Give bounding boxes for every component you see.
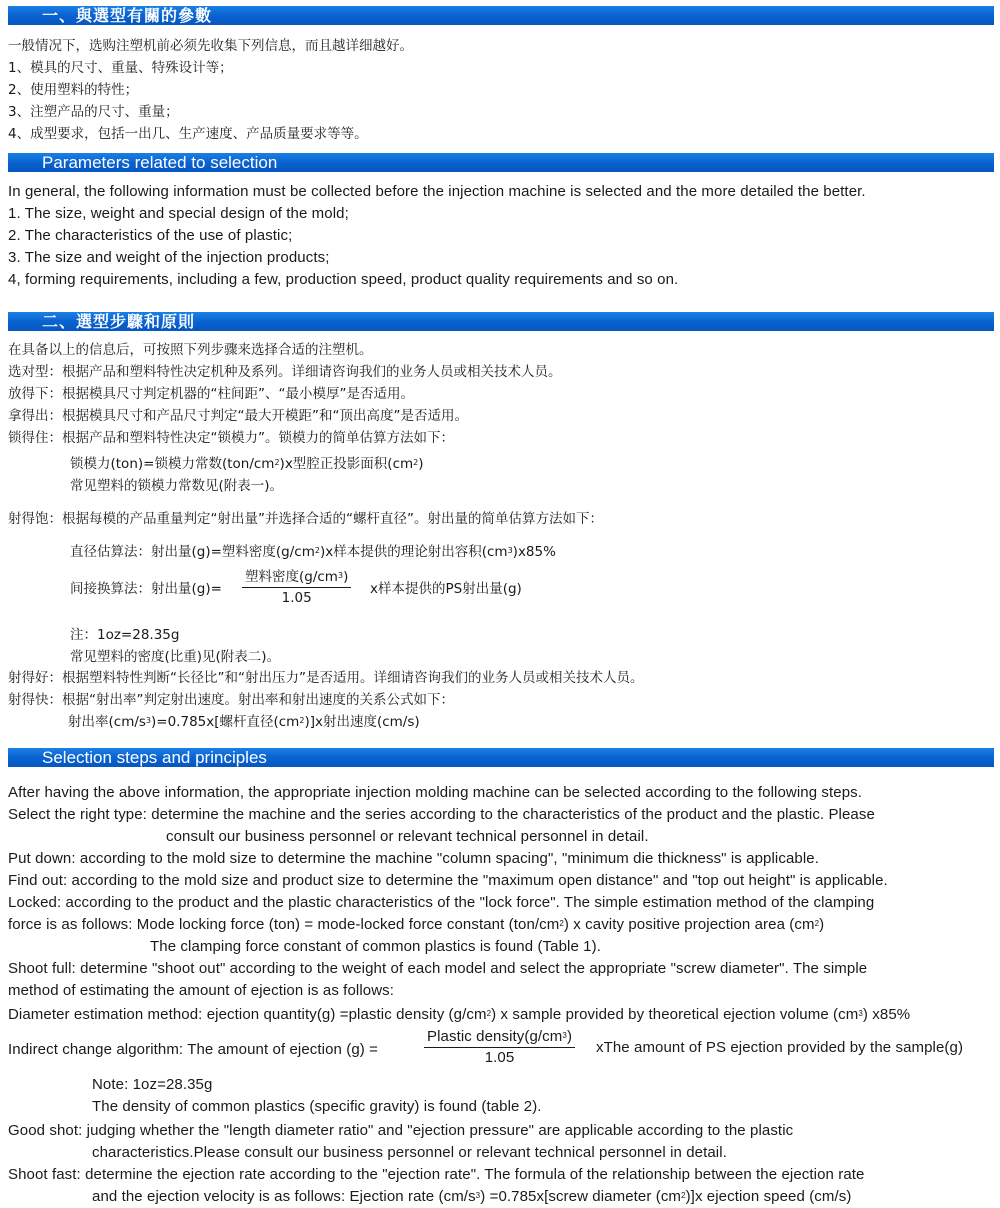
s1-zh-item-3: 3、注塑产品的尺寸、重量； [8, 104, 179, 120]
s2-zh-density-ref: 常见塑料的密度(比重)见(附表二)。 [70, 649, 281, 665]
s2-zh-intro: 在具备以上的信息后，可按照下列步骤来选择合适的注塑机。 [8, 342, 373, 358]
s2-en-find: Find out: according to the mold size and product size to determine the "maximum open distance" and "top out height" is applicable. [8, 872, 888, 889]
s2-zh-step-good-shot: 射得好：根据塑料特性判断“长径比”和“射出压力”是否适用。详细请咨询我们的业务人员或相关技术人员。 [8, 670, 644, 686]
fraction-numerator: 塑料密度$(g/cm^3)$ [242, 568, 351, 588]
s2-zh-step-find: 拿得出：根据模具尺寸和产品尺寸判定“最大开模距”和“顶出高度”是否适用。 [8, 408, 468, 424]
s2-en-indirect-fraction [424, 1028, 575, 1067]
s2-zh-clamp-ref: 常见塑料的锁模力常数见(附表一)。 [70, 478, 284, 494]
s2-zh-rate-formula: 射出率$(cm/s^3)=0.785x$[螺杆直径$(cm^2)]x$射出速度(cm/s) [68, 714, 420, 730]
s2-en-locked-1: Locked: according to the product and the plastic characteristics of the "lock force". The simple estimation method of the clamping [8, 894, 875, 911]
s1-zh-item-1: 1、模具的尺寸、重量、特殊设计等； [8, 60, 233, 76]
s1-en-item-1: 1. The size, weight and special design of the mold; [8, 205, 349, 222]
s2-en-fast-2: and the ejection velocity is as follows: Ejection rate $(cm/s^3)$ =0.785x[screw diameter $(cm^2)]x$ ejection speed (cm/s) [92, 1188, 852, 1205]
s2-en-locked-2: force is as follows: Mode locking force (ton) = mode-locked force constant $(ton/cm^2)$ x cavity positive projection area $(cm^2)$ [8, 916, 825, 933]
s2-zh-step-shot-full: 射得饱：根据每模的产品重量判定“射出量”并选择合适的“螺杆直径”。射出量的简单估算方法如下： [8, 511, 603, 527]
s2-en-good-1: Good shot: judging whether the "length diameter ratio" and "ejection pressure" are applicable according to the plastic [8, 1122, 794, 1139]
s2-en-indirect-label: Indirect change algorithm: The amount of ejection (g) = [8, 1041, 379, 1058]
s2-zh-step-lock: 锁得住：根据产品和塑料特性决定“锁模力”。锁模力的简单估算方法如下： [8, 430, 454, 446]
s2-en-indirect-tail: xThe amount of PS ejection provided by the sample(g) [596, 1039, 964, 1056]
s1-en-item-2: 2. The characteristics of the use of plastic; [8, 227, 293, 244]
section-1-zh-header: 一、與選型有關的參數 [8, 6, 994, 25]
s2-en-put: Put down: according to the mold size to determine the machine "column spacing", "minimum die thickness" is applicable. [8, 850, 819, 867]
s1-zh-item-4: 4、成型要求，包括一出几、生产速度、产品质量要求等等。 [8, 126, 368, 142]
s2-en-good-2: characteristics.Please consult our business personnel or relevant technical personnel in detail. [92, 1144, 727, 1161]
s2-en-type-2: consult our business personnel or relevant technical personnel in detail. [166, 828, 649, 845]
s2-zh-step-put: 放得下：根据模具尺寸判定机器的“柱间距”、“最小模厚”是否适用。 [8, 386, 414, 402]
s2-en-intro: After having the above information, the appropriate injection molding machine can be selected according to the following steps. [8, 784, 863, 801]
s2-en-type-1: Select the right type: determine the machine and the series according to the characteristics of the product and the plastic. Please [8, 806, 875, 823]
s2-zh-indirect-fraction [242, 568, 351, 607]
s1-zh-intro: 一般情况下，选购注塑机前必须先收集下列信息，而且越详细越好。 [8, 38, 413, 54]
section-1-en-header: Parameters related to selection [8, 153, 994, 172]
s1-en-item-3: 3. The size and weight of the injection products; [8, 249, 330, 266]
s1-en-item-4: 4, forming requirements, including a few, production speed, product quality requirements and so on. [8, 271, 679, 288]
s2-zh-clamp-formula: 锁模力(ton)=锁模力常数$(ton/cm^2)x$型腔正投影面积$(cm^2)$ [70, 456, 424, 472]
s2-en-density: The density of common plastics (specific gravity) is found (table 2). [92, 1098, 542, 1115]
s2-en-fast-1: Shoot fast: determine the ejection rate according to the "ejection rate". The formula of the relationship between the ejection rate [8, 1166, 865, 1183]
s1-en-intro: In general, the following information must be collected before the injection machine is selected and the more detailed the better. [8, 183, 866, 200]
s2-zh-indirect-tail: x样本提供的PS射出量(g) [370, 581, 522, 597]
section-2-en-header: Selection steps and principles [8, 748, 994, 767]
section-2-zh-header: 二、選型步驟和原則 [8, 312, 994, 331]
fraction-numerator: Plastic $density(g/cm^3)$ [424, 1028, 575, 1048]
s2-en-shoot-1: Shoot full: determine "shoot out" according to the weight of each model and select the appropriate "screw diameter". The simple [8, 960, 868, 977]
s2-zh-note: 注：1oz=28.35g [70, 627, 180, 643]
s2-en-shoot-2: method of estimating the amount of ejection is as follows: [8, 982, 394, 999]
s2-en-note: Note: 1oz=28.35g [92, 1076, 213, 1093]
fraction-denominator: 1.05 [281, 590, 312, 606]
s2-en-diameter-formula: Diameter estimation method: ejection quantity(g) =plastic density $(g/cm^2)$ x sample provided by theoretical ejection volume $(cm^3)$ x85% [8, 1006, 911, 1023]
s1-zh-item-2: 2、使用塑料的特性； [8, 82, 139, 98]
s2-zh-step-type: 选对型：根据产品和塑料特性决定机种及系列。详细请咨询我们的业务人员或相关技术人员。 [8, 364, 562, 380]
s2-en-locked-3: The clamping force constant of common plastics is found (Table 1). [150, 938, 601, 955]
fraction-denominator: 1.05 [484, 1049, 515, 1066]
s2-zh-step-fast: 射得快：根据“射出率”判定射出速度。射出率和射出速度的关系公式如下： [8, 692, 454, 708]
s2-zh-direct-formula: 直径估算法：射出量(g)=塑料密度$(g/cm^2)x$样本提供的理论射出容积$(cm^3)x85\%$ [70, 544, 556, 560]
s2-zh-indirect-label: 间接换算法：射出量(g)= [70, 581, 222, 597]
